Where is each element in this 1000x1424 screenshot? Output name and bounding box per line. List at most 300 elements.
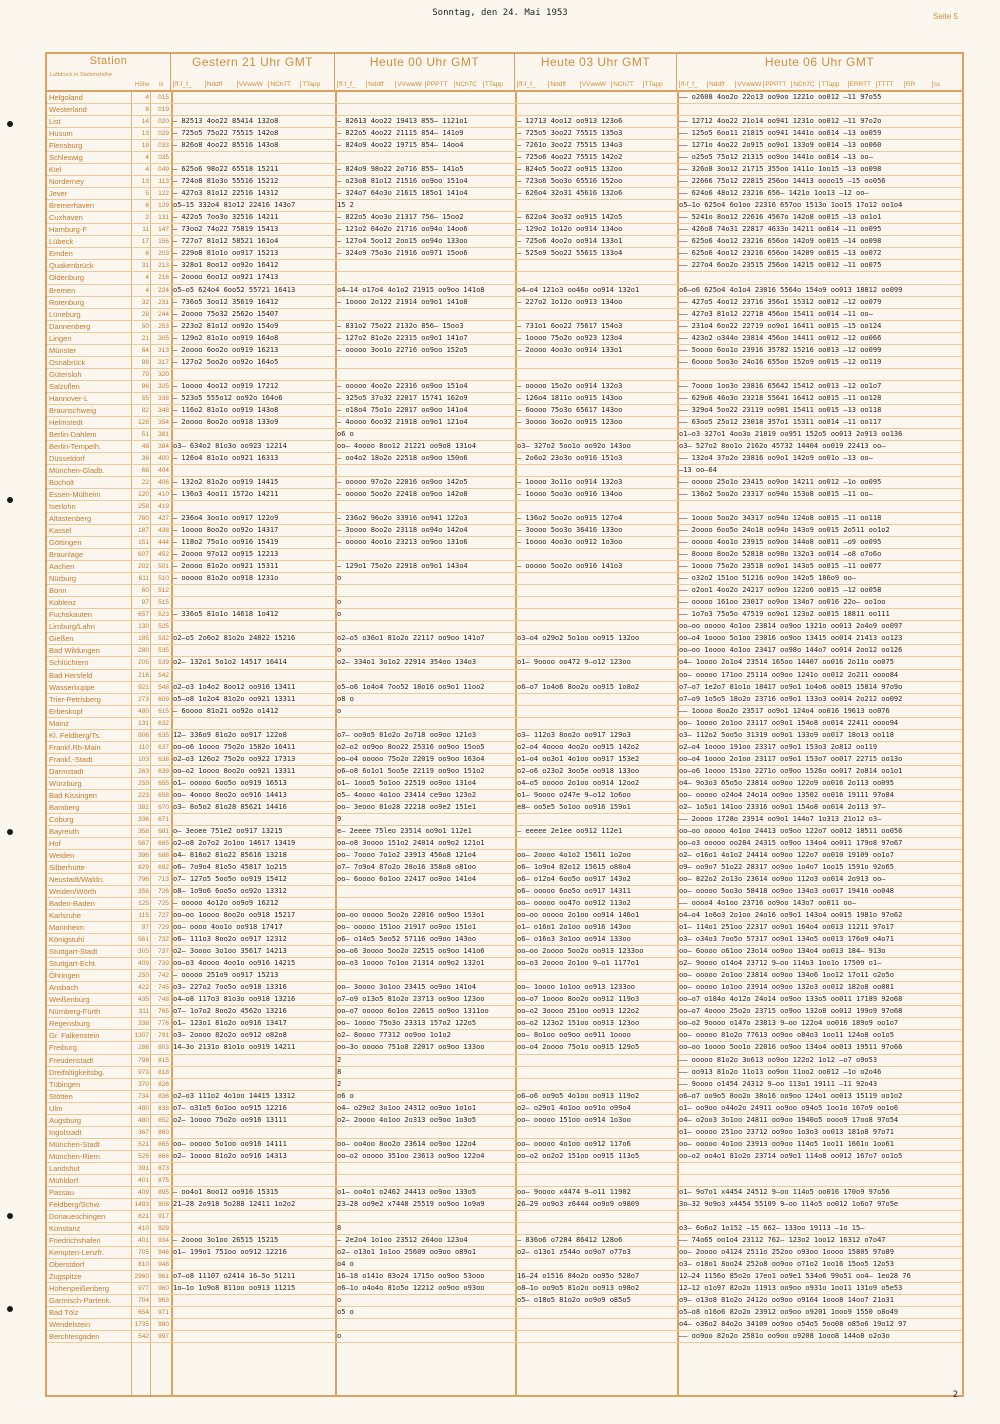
obs-heute-03	[517, 1067, 675, 1078]
obs-gestern-21: — 427o3 81o12 22516 14312	[173, 189, 279, 198]
obs-gestern-21	[173, 670, 331, 681]
obs-gestern-21: — 116o2 81o1o oo919 143o8	[173, 405, 279, 414]
obs-heute-00: e— 2eeee 75leo 23514 oo9o1 112e1	[337, 826, 472, 835]
obs-heute-00: oo— ooooo 151oo 21917 oo9oo 151o1	[337, 923, 477, 932]
station-height: 829	[138, 864, 149, 871]
station-name: Frankf.-Stadt	[49, 754, 93, 764]
obs-heute-00: oo—o4 ooooo 75o2o 22019 oo9oo 163o4	[337, 754, 485, 763]
station-name: Stuttgart-Echt.	[49, 959, 97, 969]
obs-heute-06: —— 427o3 81o12 22718 456oo 15411 oo014 —11 oo—	[679, 309, 873, 318]
obs-heute-03: o8—1o oo9o5 81o2o oo913 o98o2	[517, 1284, 640, 1293]
obs-heute-00	[337, 898, 511, 909]
station-height: 1735	[134, 1321, 149, 1329]
station-height: 216	[138, 671, 149, 679]
obs-heute-06: —— ooooo 161oo 23017 oo9oo 134o7 oo016 22o— oo1oo	[679, 598, 886, 607]
table-row	[47, 1127, 962, 1139]
station-height: 36	[141, 454, 149, 462]
obs-heute-06: —— 74o65 oo1o4 23112 762— 123o2 1oo12 16312 o7o47	[679, 1235, 886, 1244]
station-height: 21	[141, 334, 149, 342]
table-row	[47, 489, 962, 501]
station-name: Iserlohn	[49, 502, 76, 512]
station-height: 780	[138, 515, 149, 523]
obs-heute-06: —— 625o6 4oo12 23216 656oo 142o9 oo015 —14 oo098	[679, 237, 882, 246]
obs-heute-06	[679, 1211, 965, 1222]
obs-heute-06: —— 8oooo 8oo2o 52818 oo98o 132o3 oo014 —o8 o7o6o	[679, 550, 882, 559]
obs-gestern-21	[173, 1211, 331, 1222]
obs-heute-06: —— 329o4 5oo22 23119 oo981 15411 oo015 —13 oo118	[679, 405, 882, 414]
obs-heute-03: — 129o2 1o12o oo914 134oo	[517, 225, 623, 234]
table-row	[47, 898, 962, 910]
obs-heute-03	[517, 260, 675, 271]
table-row	[47, 1091, 962, 1103]
station-index: 997	[158, 1333, 169, 1341]
table-row	[47, 874, 962, 886]
table-row	[47, 537, 962, 549]
obs-gestern-21: — 328o1 8oo12 oo92o 16412	[173, 261, 279, 270]
obs-heute-00: — ooooo 4oo1o 23213 oo9oo 131o6	[337, 538, 468, 547]
col-label: VVwwW	[237, 81, 269, 88]
station-height: 273	[138, 695, 149, 703]
obs-gestern-21	[173, 1331, 331, 1342]
punch-hole	[7, 829, 13, 835]
station-height: 409	[138, 960, 149, 968]
table-row	[47, 910, 962, 922]
obs-gestern-21	[173, 1175, 331, 1186]
obs-heute-00: — 4oooo 6oo32 21918 oo9o1 121o4	[337, 417, 468, 426]
station-name: Quakenbrück	[49, 261, 94, 271]
obs-heute-06: —— o2608 4oo2o 22o13 oo9oo 1221o oo012 —11 97o55	[679, 93, 882, 101]
station-name: Norderney	[49, 177, 85, 187]
obs-heute-03: oo—oo 2oooo 5oo2o oo913 1233oo	[517, 947, 644, 956]
station-name: Schleswig	[49, 153, 83, 163]
station-index: 815	[158, 1056, 169, 1064]
table-row	[47, 1079, 962, 1091]
col-label: NCh7C	[454, 81, 483, 88]
obs-heute-00	[337, 970, 511, 981]
obs-heute-03	[517, 718, 675, 729]
station-index: 427	[158, 515, 169, 523]
station-name: Osnabrück	[49, 357, 86, 367]
obs-gestern-21	[173, 152, 331, 163]
table-row	[47, 1235, 962, 1247]
obs-heute-00: 2	[337, 1055, 342, 1064]
obs-heute-06: o5—1o 625o4 6o1oo 22316 657oo 1513o 1oo15 17o12 oo1o4	[679, 201, 903, 210]
station-name: Zugspitze	[49, 1272, 82, 1282]
table-row	[47, 1307, 962, 1319]
station-name: Freudenstadt	[49, 1055, 94, 1065]
obs-gestern-21: — ooooo 4o12o oo9o9 16212	[173, 899, 279, 908]
obs-heute-03: o2—o4 4oooo 4oo2o oo915 142o2	[517, 742, 640, 751]
obs-heute-06: o3— 6o6o2 1o152 —15 662— 133oo 19113 —1o 15—	[679, 1223, 865, 1232]
station-height: 796	[138, 876, 149, 884]
station-index: 515	[158, 599, 169, 607]
station-name: München-Stadt	[49, 1139, 100, 1149]
obs-heute-00: — ooooo 97o2o 22016 oo9oo 142o5	[337, 478, 468, 486]
obs-gestern-21: — 523o5 555o12 oo92o 164o6	[173, 393, 283, 402]
table-row	[47, 609, 962, 621]
station-name: Berlin-Tempelh.	[49, 441, 102, 451]
station-height: 311	[138, 1008, 149, 1016]
obs-heute-03: o6— ooooo 6oo5o oo917 14311	[517, 887, 631, 896]
station-index: 609	[158, 695, 169, 703]
col-label: VVwwW	[580, 81, 611, 88]
obs-gestern-21: oo—o6 1oooo 75o2o 1582o 16411	[173, 742, 296, 751]
col-label: Nddff	[548, 81, 579, 88]
obs-gestern-21: 12— 336o9 81o2o oo917 122o8	[173, 730, 287, 739]
obs-heute-06: 12—24 1156o 85o2o 17eo1 oo9e1 534o6 99o51 oo4— 1eo28 76	[679, 1272, 911, 1281]
station-index: 961	[158, 1273, 169, 1281]
station-index: 963	[158, 1297, 169, 1305]
obs-heute-03: — 3oooo 5oo3o 36416 133oo	[517, 526, 623, 535]
obs-heute-03	[517, 309, 675, 320]
table-row	[47, 212, 962, 224]
obs-heute-00: o1— 1ooo5 5o1oo 22519 oo9oo 131o4	[337, 778, 477, 787]
obs-heute-06: —— 625o6 4oo12 23216 656oo 14209 oo015 —13 oo072	[679, 249, 882, 258]
obs-heute-06: —— o32o2 151oo 51216 oo9oo 142o5 186o9 oo—	[679, 574, 857, 583]
obs-heute-06: —— 22666 75o12 22815 256oo 14413 oooo15 —15 oo056	[679, 177, 886, 186]
obs-gestern-21: oo— ooooo 5o1oo oo916 14111	[173, 1139, 287, 1148]
station-index: 035	[158, 154, 169, 162]
obs-heute-00: — 129o1 75o2o 22918 oo9o1 143o4	[337, 562, 468, 571]
obs-heute-06: —— oo9oo 82o2o 2581o oo9oo o9208 1ooo8 144o8 o2o3o	[679, 1332, 890, 1341]
obs-gestern-21: o2—o5 2o6o2 81o2o 24822 15216	[173, 634, 296, 643]
station-height: 409	[138, 1188, 149, 1196]
station-height: 17	[141, 238, 149, 246]
obs-gestern-21: o2— 1oooo 81o2o oo916 14313	[173, 1151, 287, 1160]
station-height: 401	[138, 1236, 149, 1244]
obs-heute-03: — 1oooo 3o11o oo914 132o3	[517, 478, 623, 486]
obs-heute-03	[517, 1079, 675, 1090]
obs-heute-00: o4— o29o2 3o1oo 24312 oo9oo 1o1o1	[337, 1103, 477, 1112]
table-row	[47, 754, 962, 766]
obs-gestern-21: — 127o2 5oo2o oo92o 164o5	[173, 357, 279, 366]
obs-heute-06: oo—o2 9oooo o147o 23813 9—oo 122o4 oo016 189o9 oo1o7	[679, 1019, 899, 1028]
table-row	[47, 477, 962, 489]
obs-heute-06: oo— 2oooo o4124 2511o 252oo o93oo 1oooo 15805 97o89	[679, 1248, 894, 1256]
group-title: Heute 06 Uhr GMT	[764, 55, 875, 69]
station-name: Hohenpeißenberg	[49, 1284, 110, 1294]
station-height: 567	[138, 839, 149, 847]
obs-heute-03: — 227o2 1o12o oo913 134oo	[517, 297, 623, 306]
station-index: 685	[158, 839, 169, 847]
station-index: 156	[158, 238, 169, 246]
table-row	[47, 1271, 962, 1283]
table-row	[47, 176, 962, 188]
station-height: 367	[138, 1128, 149, 1136]
station-name: Aachen	[49, 562, 75, 572]
obs-heute-03: — eeeee 2e1ee oo912 112e1	[517, 826, 623, 835]
obs-gestern-21: o2— 132o1 5o1o2 14517 16414	[173, 658, 287, 667]
obs-heute-00: o6 o	[337, 429, 354, 438]
station-index: 015	[158, 94, 169, 101]
obs-heute-03	[517, 369, 675, 380]
station-column-labels	[135, 82, 163, 88]
obs-gestern-21: — 2oooo 8oo2o oo918 133o9	[173, 417, 279, 426]
station-height: 130	[138, 623, 149, 631]
obs-heute-00	[337, 309, 511, 320]
table-row	[47, 128, 962, 140]
obs-heute-03: o5— o18o5 81o2o oo9o9 o85o5	[517, 1296, 631, 1305]
table-row	[47, 152, 962, 164]
obs-heute-06: o2— 1o5o1 141oo 23316 oo9o1 154o8 oo014 2o113 97—	[679, 802, 886, 811]
obs-heute-00: o7— 7o9o4 87o2o 28o16 358o8 o81oo	[337, 863, 477, 871]
obs-heute-00: o2— 8oooo 77312 oo9oo 1o1o2	[337, 1031, 451, 1040]
station-index: 776	[158, 1020, 169, 1028]
station-name: Ulm	[49, 1103, 63, 1113]
obs-heute-03: o6— o12o4 6oo5o oo917 143o2	[517, 875, 631, 884]
station-index: 865	[158, 1140, 169, 1148]
table-row	[47, 814, 962, 826]
obs-heute-03: — 6oooo 75o3o 65617 143oo	[517, 405, 623, 414]
obs-gestern-21	[173, 1319, 331, 1330]
obs-heute-06: oo— 6oooo o61oo 23o14 oo9oo 134o4 oo013 184— 913o	[679, 947, 886, 956]
obs-gestern-21: — 422o5 7oo3o 32516 14211	[173, 213, 279, 222]
obs-heute-03	[517, 1307, 675, 1318]
station-name: München-Riem	[49, 1151, 100, 1161]
table-row	[47, 946, 962, 958]
obs-heute-00: — 82613 4oo22 19413 855— 1121o1	[337, 117, 468, 126]
station-height: 50	[141, 322, 149, 330]
obs-heute-06: —— o25o5 75o12 21315 oo9oo 1441o oo014 —13 oo—	[679, 153, 873, 162]
obs-heute-06: —— 629o6 46o3o 23218 55641 16412 oo015 —11 oo128	[679, 393, 882, 402]
table-row	[47, 1139, 962, 1151]
obs-heute-00: — 127o2 81o2o 22315 oo9o1 141o7	[337, 333, 468, 342]
obs-gestern-21: — 736o5 3oo12 35619 16412	[173, 297, 279, 306]
obs-heute-03: — 725o6 4oo2o oo914 133o1	[517, 237, 623, 246]
station-name: Lingen	[49, 333, 72, 343]
station-index: 726	[158, 888, 169, 896]
station-index: 525	[158, 623, 169, 631]
station-height: 480	[138, 1116, 149, 1124]
obs-gestern-21: — 725o5 75o22 75515 142o8	[173, 129, 279, 138]
obs-heute-00: — 3oooo 8oo2o 23118 oo94o 142o4	[337, 526, 468, 535]
obs-gestern-21: o7— 127o5 5oo5o oo919 15412	[173, 875, 287, 884]
station-height: 22	[141, 479, 149, 486]
station-name: Weiden	[49, 850, 75, 860]
group-columns	[173, 81, 332, 88]
obs-heute-00: oo— 6oooo 6o1oo 22417 oo9oo 141o4	[337, 875, 477, 884]
station-height: 259	[138, 779, 149, 787]
obs-heute-06: o1— 9o7o1 x4454 24512 9—oo 114o5 oo016 170o9 97o56	[679, 1187, 890, 1196]
obs-heute-03: oo—o2 3oooo 251oo oo913 122o2	[517, 1007, 640, 1016]
obs-heute-03: oo— ooooo 151oo oo914 1o3oo	[517, 1115, 631, 1124]
obs-heute-00	[337, 670, 511, 681]
obs-heute-00	[337, 501, 511, 512]
group-header-heute-06	[677, 54, 962, 90]
obs-heute-00: — 121o2 64o2o 21716 oo94o 14oo6	[337, 225, 468, 234]
station-index: 033	[158, 142, 169, 150]
obs-gestern-21: — 118o2 75o1o oo916 15419	[173, 538, 279, 547]
station-index: 348	[158, 406, 169, 414]
table-row	[47, 345, 962, 357]
obs-gestern-21	[173, 585, 331, 596]
obs-heute-03: — 12713 4oo12 oo913 123o6	[517, 117, 623, 126]
obs-gestern-21: o3— 634o2 81o3o oo923 12214	[173, 441, 287, 450]
obs-heute-06: —— 1oooo 5oo2o 34317 oo94o 124o8 oo015 —11 oo118	[679, 514, 882, 523]
obs-heute-06	[679, 104, 965, 115]
station-index: 320	[158, 370, 169, 378]
punch-hole	[7, 121, 13, 127]
obs-heute-03: oo— ooooo oo47o oo912 113o2	[517, 899, 631, 908]
station-index: 732	[158, 936, 169, 944]
station-name: Göttingen	[49, 538, 82, 548]
station-index: 147	[158, 226, 169, 234]
obs-gestern-21: o5—o5 624o4 6oo52 55721 16413	[173, 285, 296, 294]
table-row	[47, 381, 962, 393]
table-row	[47, 417, 962, 429]
obs-heute-06: oo—o4 1oooo 5o1oo 23016 oo9oo 13415 oo014 21413 oo123	[679, 634, 903, 643]
station-height: 120	[138, 491, 149, 499]
station-index: 539	[158, 659, 169, 667]
obs-gestern-21: — 73oo2 74o22 75819 15413	[173, 225, 279, 234]
obs-gestern-21: — 2oooo 97o12 oo915 12213	[173, 550, 279, 559]
obs-heute-00: o7— oo9o5 81o2o 2o718 oo9oo 121o3	[337, 730, 477, 739]
obs-heute-00: — 2e2o4 1o1oo 23512 264oo 123o4	[337, 1235, 468, 1244]
obs-heute-06: o6—o7 oo9o5 8oo2o 38o16 oo9oo 124o1 oo013 15119 oo1o2	[679, 1091, 903, 1100]
obs-gestern-21: oo—o3 4oooo 4oo1o oo916 14215	[173, 959, 296, 968]
station-height: 8	[145, 106, 149, 114]
obs-heute-03: e8— oo5e5 5o1oo oo916 159o1	[517, 802, 631, 811]
obs-heute-00: — 236o2 96o2o 33916 oo941 122o3	[337, 514, 468, 523]
station-index: 419	[158, 503, 169, 511]
col-label: PPPTT	[763, 81, 791, 88]
obs-heute-06: oo— ooooo 4o1oo 23913 oo9oo 114o5 1oo11 1661o 1oo61	[679, 1139, 894, 1148]
obs-heute-00: — 324o9 75o3o 21916 oo971 15oo6	[337, 249, 468, 258]
obs-heute-06: —— 1o7o3 75o5o 47519 oo9o1 123o2 oo015 18811 oo111	[679, 610, 890, 619]
obs-heute-03: — 2oooo 4oo3o oo914 133o1	[517, 345, 623, 354]
station-height: 13	[141, 178, 149, 186]
obs-gestern-21: — 336o5 81o1o 14618 1o412	[173, 610, 279, 619]
obs-heute-03: o3— 112o3 8oo2o oo917 129o3	[517, 730, 631, 739]
obs-gestern-21	[173, 814, 331, 825]
obs-gestern-21: — 625o6 98o22 65518 15211	[173, 165, 279, 174]
station-index: 917	[158, 1212, 169, 1220]
station-index: 826	[158, 1080, 169, 1088]
punch-hole	[7, 1306, 13, 1312]
table-row	[47, 1295, 962, 1307]
station-name: Trier-Petrisberg	[49, 694, 101, 704]
col-label: NCh7T	[268, 81, 300, 88]
table-row	[47, 140, 962, 152]
station-height: 1307	[134, 1032, 149, 1040]
obs-gestern-21: — 126o4 81o1o oo921 16313	[173, 453, 279, 462]
station-index: 860	[158, 1128, 169, 1136]
station-name: Berlin-Dahlem	[49, 429, 97, 439]
station-name: Helgoland	[49, 93, 83, 102]
station-index: 818	[158, 1068, 169, 1076]
obs-heute-00	[337, 369, 511, 380]
obs-heute-03: o3—o4 o29o2 5o1oo oo915 132oo	[517, 634, 640, 643]
obs-heute-00: o5 o	[337, 1308, 354, 1317]
obs-heute-06: o4— o2oo3 3o1oo 24811 oo9oo 1940o5 oooo9 17oo8 97o54	[679, 1115, 899, 1124]
table-row	[47, 1151, 962, 1163]
station-index: 216	[158, 274, 169, 282]
station-height: 973	[138, 1068, 149, 1076]
station-height: 68	[141, 466, 149, 474]
station-index: 727	[158, 912, 169, 920]
obs-heute-00: o	[337, 646, 342, 655]
obs-gestern-21: o1— 199o1 751oo oo912 12216	[173, 1248, 287, 1256]
obs-heute-03	[517, 357, 675, 368]
obs-heute-03: oo— ooooo 4o1oo oo912 117o6	[517, 1139, 631, 1148]
obs-heute-03: oo— 9oooo x4474 9—o11 11902	[517, 1187, 631, 1196]
obs-heute-06: —— 6oooo 5oo3o 24o16 655oo 152o9 oo015 —12 oo119	[679, 357, 882, 366]
obs-heute-00: o5— 4oooo 4o1oo 23414 ce9oo 123o2	[337, 790, 477, 799]
obs-heute-03	[517, 1175, 675, 1186]
station-name: Silberhütte	[49, 863, 85, 872]
obs-gestern-21	[173, 1307, 331, 1318]
obs-heute-06: 12—12 o1o97 82o2o 11913 oo9oo o931o 1oo11 131o9 o5e53	[679, 1284, 903, 1293]
obs-gestern-21: o5—15 332o4 81o12 22416 143o7	[173, 201, 296, 210]
table-row	[47, 802, 962, 814]
table-row	[47, 1163, 962, 1175]
obs-heute-06: —— 12712 4oo22 21o14 oo941 1231o oo012 —11 97o2o	[679, 117, 882, 126]
obs-heute-06: o2— o16o1 4o1o2 24414 oo9oo 122o7 oo010 19109 oo1o7	[679, 850, 894, 859]
station-name: Stuttgart-Stadt	[49, 947, 98, 957]
obs-heute-00: 15 2	[337, 201, 354, 210]
station-index: 639	[158, 767, 169, 775]
obs-gestern-21: o2—o3 1o4o2 8oo12 oo916 13411	[173, 682, 296, 691]
obs-heute-00: o	[337, 598, 342, 607]
station-index: 231	[158, 298, 169, 306]
station-index: 838	[158, 1104, 169, 1112]
station-height: 401	[138, 1176, 149, 1184]
obs-heute-06: oo— ooooo 171oo 25114 oo9oo 1241o oo012 2o211 oooo84	[679, 670, 899, 679]
station-height: 2	[145, 214, 149, 222]
obs-heute-00: oo— 1oooo 75o3o 23313 157o2 122o5	[337, 1019, 477, 1028]
station-height: 806	[138, 731, 149, 739]
obs-heute-03: oo— 1oooo 1o1oo oo913 1233oo	[517, 983, 636, 992]
col-label: NCh7T	[611, 81, 642, 88]
obs-gestern-21: o— 3eoee 751e2 oo917 13215	[173, 826, 283, 835]
obs-heute-00: 23—28 oo9e2 x7448 25519 oo9oo 1o9a9	[337, 1199, 485, 1208]
obs-heute-03: oo—o7 1oooo 8oo2o oo912 119o3	[517, 995, 640, 1004]
obs-heute-06: oo—oo ooooo 4o1oo 23814 oo9oo 1321o oo013 2o4o9 oo097	[679, 622, 903, 631]
station-height: 51	[141, 430, 149, 438]
table-row	[47, 525, 962, 537]
obs-heute-00: — o18o4 75o1o 22017 oo9oo 141o4	[337, 405, 468, 414]
obs-gestern-21: o1— 123o1 81o2o oo916 13417	[173, 1019, 287, 1028]
station-name: Husum	[49, 129, 73, 139]
obs-heute-03	[517, 706, 675, 717]
station-index: 960	[158, 1285, 169, 1293]
obs-heute-00	[337, 1319, 511, 1330]
obs-heute-06: oo— ooooo 2o1oo 23814 oo9oo 134o6 1oo12 17o11 o2o5o	[679, 971, 894, 980]
obs-heute-06: —— 427o5 4oo12 23716 356o1 15312 oo012 —12 oo079	[679, 297, 882, 306]
obs-heute-00: — 824o9 98o22 2o716 855— 141o5	[337, 165, 464, 174]
station-name: Oldenburg	[49, 273, 85, 283]
obs-heute-00: — 1oooo 2o122 21914 oo9o1 141o8	[337, 297, 468, 306]
group-title: Heute 03 Uhr GMT	[540, 55, 651, 69]
obs-gestern-21: o1— ooooo 6oo5o oo919 16513	[173, 778, 287, 787]
obs-heute-03	[517, 585, 675, 596]
obs-heute-03	[517, 465, 675, 476]
station-name: Bad Kissingen	[49, 790, 97, 800]
station-index: 512	[158, 587, 169, 595]
table-row	[47, 441, 962, 453]
obs-heute-00	[337, 104, 511, 115]
table-row	[47, 934, 962, 946]
obs-heute-00	[337, 886, 511, 897]
station-index: 725	[158, 900, 169, 908]
obs-heute-06: oo—o2 oo4o1 81o2o 23714 oo9o1 114o8 oo012 167o7 oo1o5	[679, 1151, 903, 1160]
station-height: 185	[138, 635, 149, 643]
obs-heute-06: oo— ooooo 5oo3o 58418 oo9oo 134o3 oo017 19416 oo048	[679, 887, 894, 896]
station-name: Bremerhaven	[49, 201, 95, 211]
station-name: Neustadt/Waldn.	[49, 875, 105, 885]
footer-mark: 2	[952, 1390, 958, 1400]
obs-heute-06: —— 1oooo 8oo2o 23517 oo9o1 124o4 oo016 19613 oo076	[679, 706, 890, 715]
